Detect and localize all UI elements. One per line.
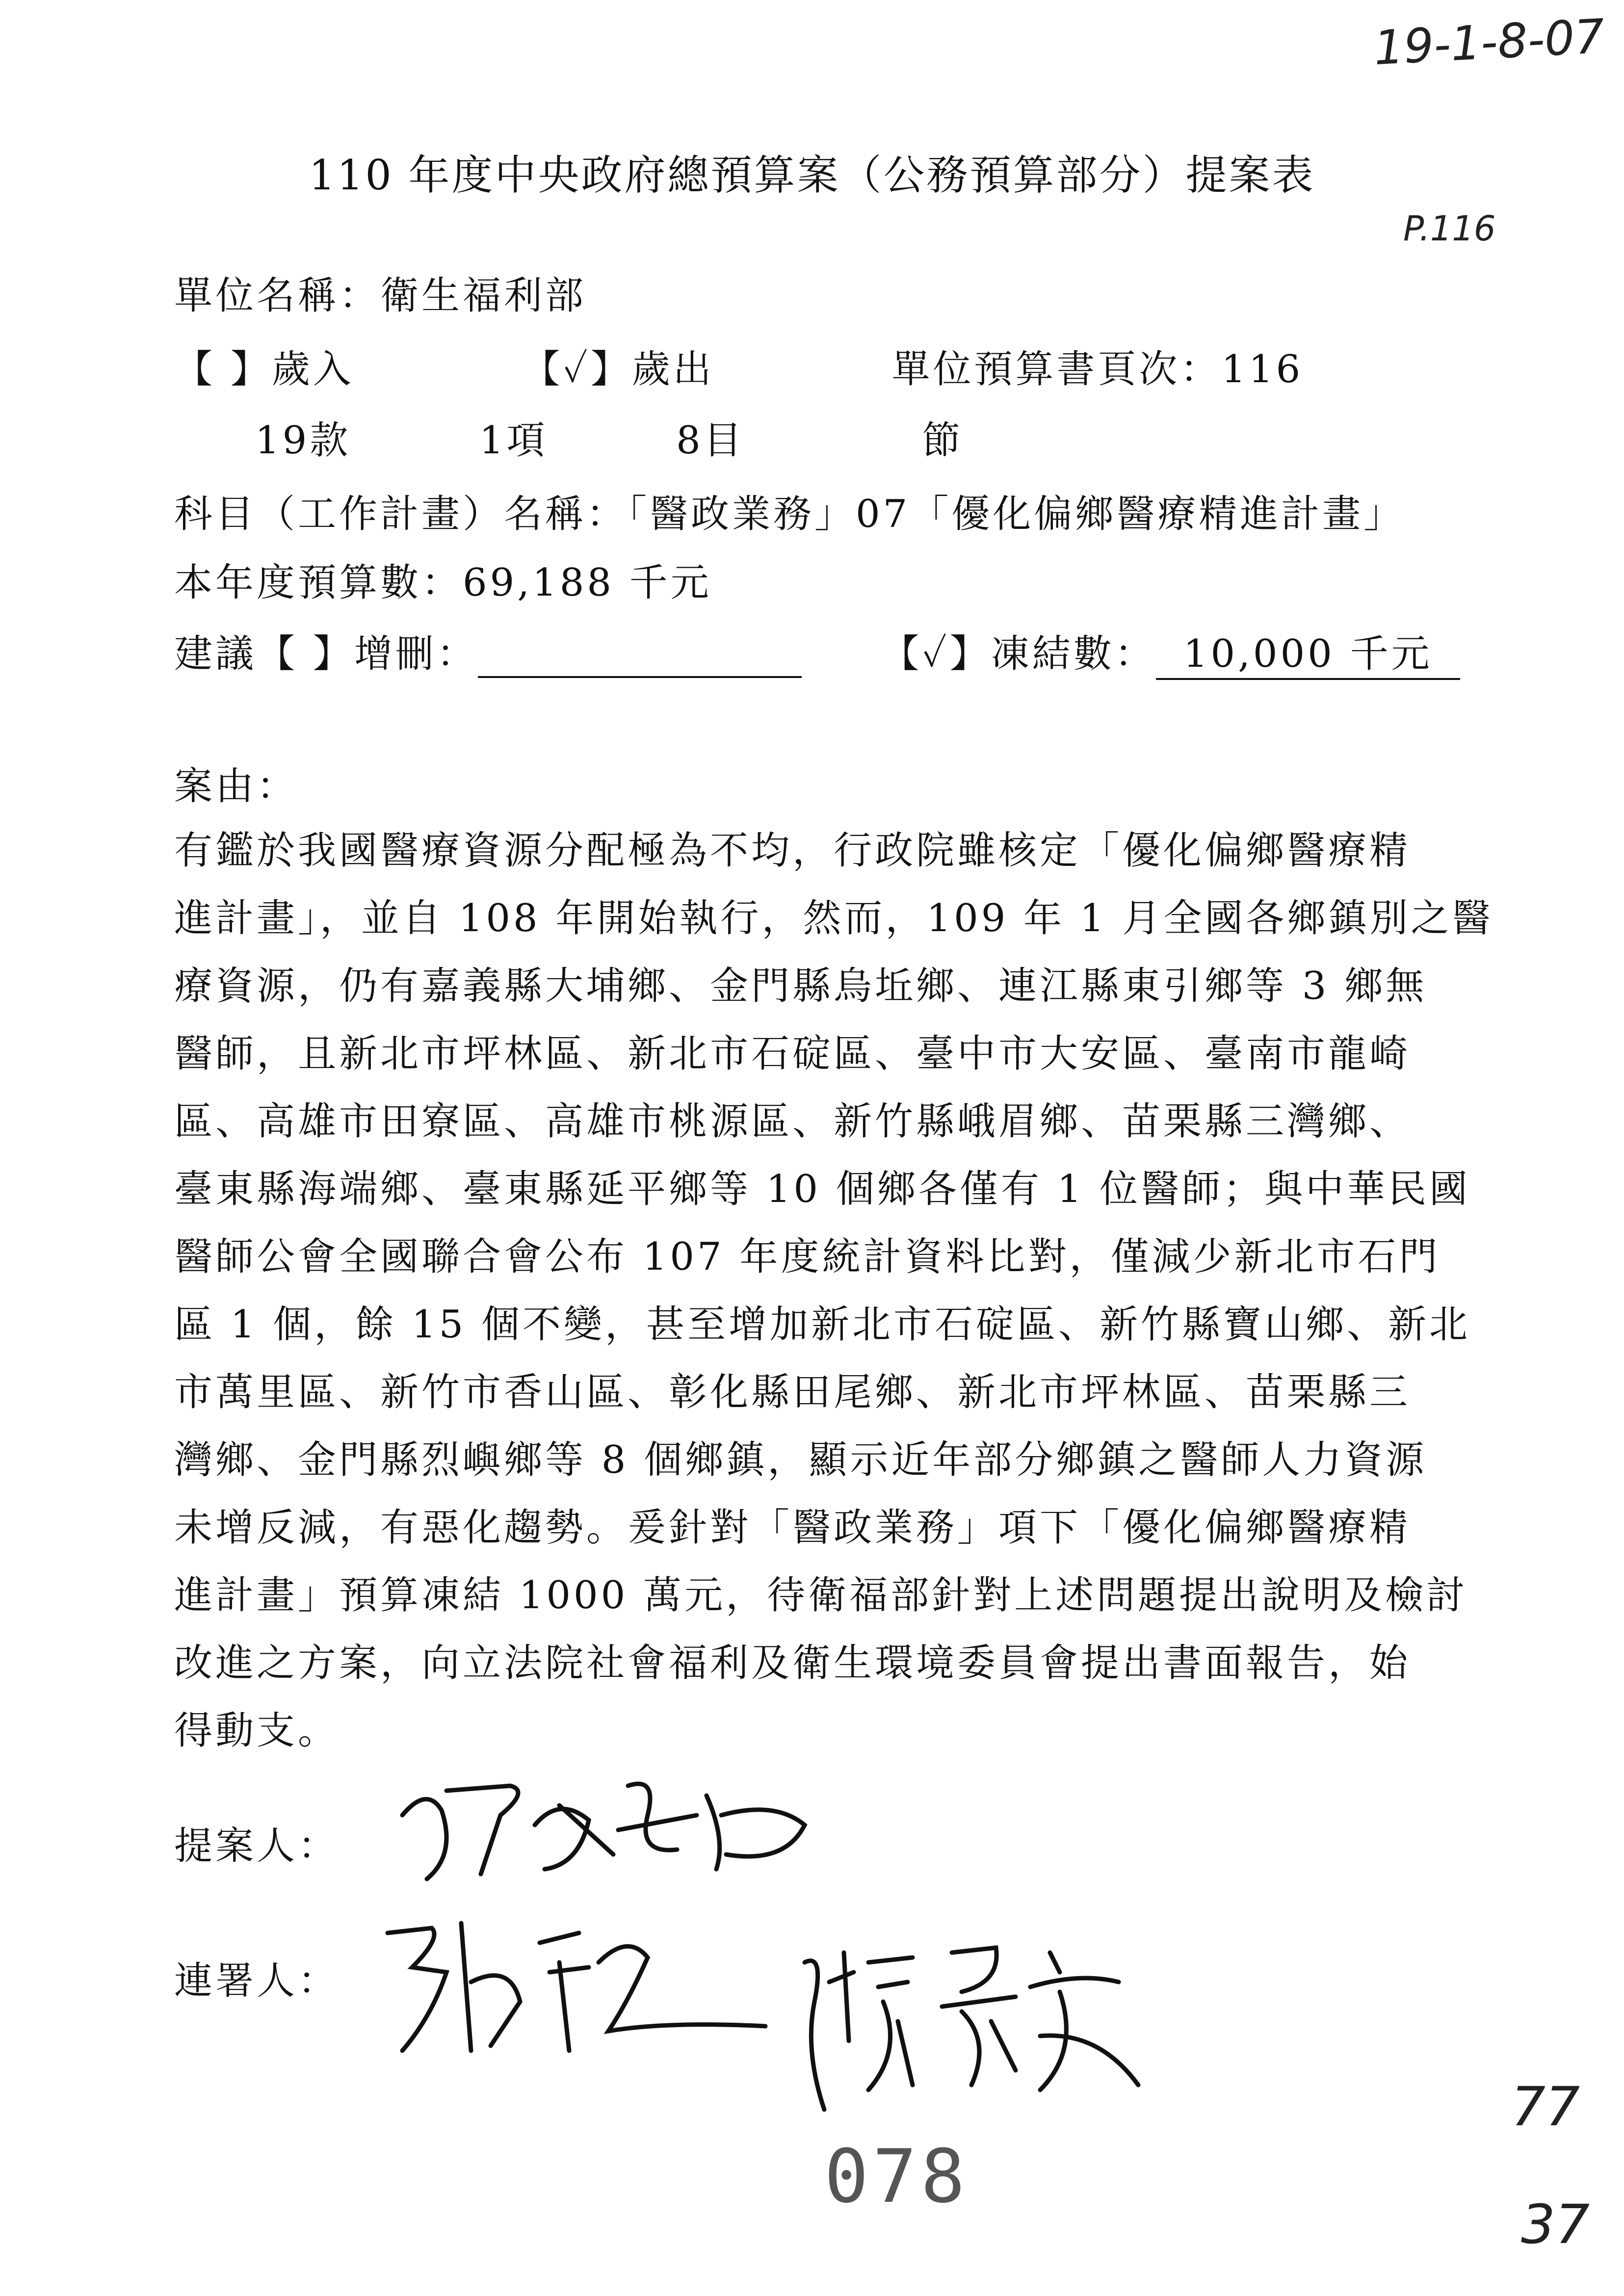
- reason-line: 臺東縣海端鄉、臺東縣延平鄉等 10 個鄉各僅有 1 位醫師；與中華民國: [174, 1167, 1471, 1211]
- reason-line: 灣鄉、金門縣烈嶼鄉等 8 個鄉鎮，顯示近年部分鄉鎮之醫師人力資源: [174, 1438, 1427, 1482]
- change-label: 增刪：: [354, 632, 478, 676]
- reason-line: 醫師，且新北市坪林區、新北市石碇區、臺中市大安區、臺南市龍崎: [174, 1032, 1411, 1076]
- reason-line: 區 1 個，餘 15 個不變，甚至增加新北市石碇區、新竹縣寶山鄉、新北: [174, 1303, 1471, 1347]
- cosigner-signature-1: [373, 1904, 775, 2070]
- page-title: 110 年度中央政府總預算案（公務預算部分）提案表: [309, 151, 1315, 199]
- proposer-signature: [383, 1756, 824, 1894]
- section-row: [255, 410, 963, 465]
- suggestion-row: [174, 623, 1460, 680]
- budget-row: [174, 552, 712, 607]
- category-row: [174, 339, 1303, 393]
- freeze-label: 凍結數：: [991, 632, 1156, 676]
- cosigner-label: 連署人：: [174, 1959, 340, 2003]
- expense-label: 歲出: [631, 347, 714, 391]
- budget-label: 本年度預算數：: [174, 561, 463, 605]
- cosigner-signature-2: [785, 1923, 1158, 2129]
- reason-line: 區、高雄市田寮區、高雄市桃源區、新竹縣峨眉鄉、苗栗縣三灣鄉、: [174, 1099, 1411, 1144]
- reason-line: 療資源，仍有嘉義縣大埔鄉、金門縣烏坵鄉、連江縣東引鄉等 3 鄉無: [174, 964, 1427, 1008]
- proposer-label: 提案人：: [174, 1824, 340, 1868]
- mu-label: 目: [703, 418, 745, 463]
- reason-line: 有鑑於我國醫療資源分配極為不均，行政院雖核定「優化偏鄉醫療精: [174, 829, 1411, 873]
- jie-label: 節: [922, 418, 964, 463]
- change-checkbox: 【 】: [257, 632, 354, 676]
- change-value-blank: [478, 632, 802, 678]
- page-stamp-number: 078: [824, 2134, 969, 2219]
- reason-line: 醫師公會全國聯合會公布 107 年度統計資料比對，僅減少新北市石門: [174, 1235, 1441, 1279]
- reason-heading: 案由：: [174, 764, 298, 809]
- page-reference-annotation: P.116: [1403, 209, 1496, 249]
- reason-line: 市萬里區、新竹市香山區、彰化縣田尾鄉、新北市坪林區、苗栗縣三: [174, 1370, 1411, 1414]
- budget-value: 69,188 千元: [463, 561, 712, 605]
- reason-line: 進計畫」，並自 108 年開始執行，然而，109 年 1 月全國各鄉鎮別之醫: [174, 896, 1493, 940]
- budget-page-label: 單位預算書頁次：: [891, 347, 1222, 391]
- margin-number-1: 77: [1511, 2075, 1580, 2138]
- kuan-number: 19: [255, 418, 310, 463]
- subject-value: 「醫政業務」07「優化偏鄉醫療精進計畫」: [628, 492, 1405, 536]
- freeze-value: 10,000 千元: [1156, 623, 1460, 680]
- income-checkbox: 【 】: [174, 347, 272, 391]
- xiang-label: 項: [506, 418, 548, 463]
- subject-row: [174, 483, 1405, 538]
- reason-line: 得動支。: [174, 1709, 340, 1753]
- unit-name-label: 單位名稱：: [174, 274, 381, 318]
- unit-name-row: [174, 265, 586, 320]
- reason-line: 進計畫」預算凍結 1000 萬元，待衛福部針對上述問題提出說明及檢討: [174, 1573, 1468, 1618]
- kuan-label: 款: [310, 418, 351, 463]
- margin-number-2: 37: [1521, 2193, 1590, 2256]
- expense-checkbox: 【✓】: [522, 347, 632, 391]
- unit-name-value: 衛生福利部: [380, 274, 587, 318]
- xiang-number: 1: [479, 418, 507, 463]
- subject-label: 科目（工作計畫）名稱：: [174, 492, 628, 536]
- suggestion-label: 建議: [174, 632, 257, 676]
- top-right-annotation: 19-1-8-07: [1372, 8, 1606, 76]
- budget-page-value: 116: [1221, 347, 1304, 391]
- reason-body: [174, 817, 1493, 1765]
- mu-number: 8: [676, 418, 704, 463]
- reason-line: 改進之方案，向立法院社會福利及衛生環境委員會提出書面報告，始: [174, 1641, 1411, 1685]
- freeze-checkbox: 【✓】: [881, 632, 991, 676]
- income-label: 歲入: [271, 347, 354, 391]
- reason-line: 未增反減，有惡化趨勢。爰針對「醫政業務」項下「優化偏鄉醫療精: [174, 1506, 1411, 1550]
